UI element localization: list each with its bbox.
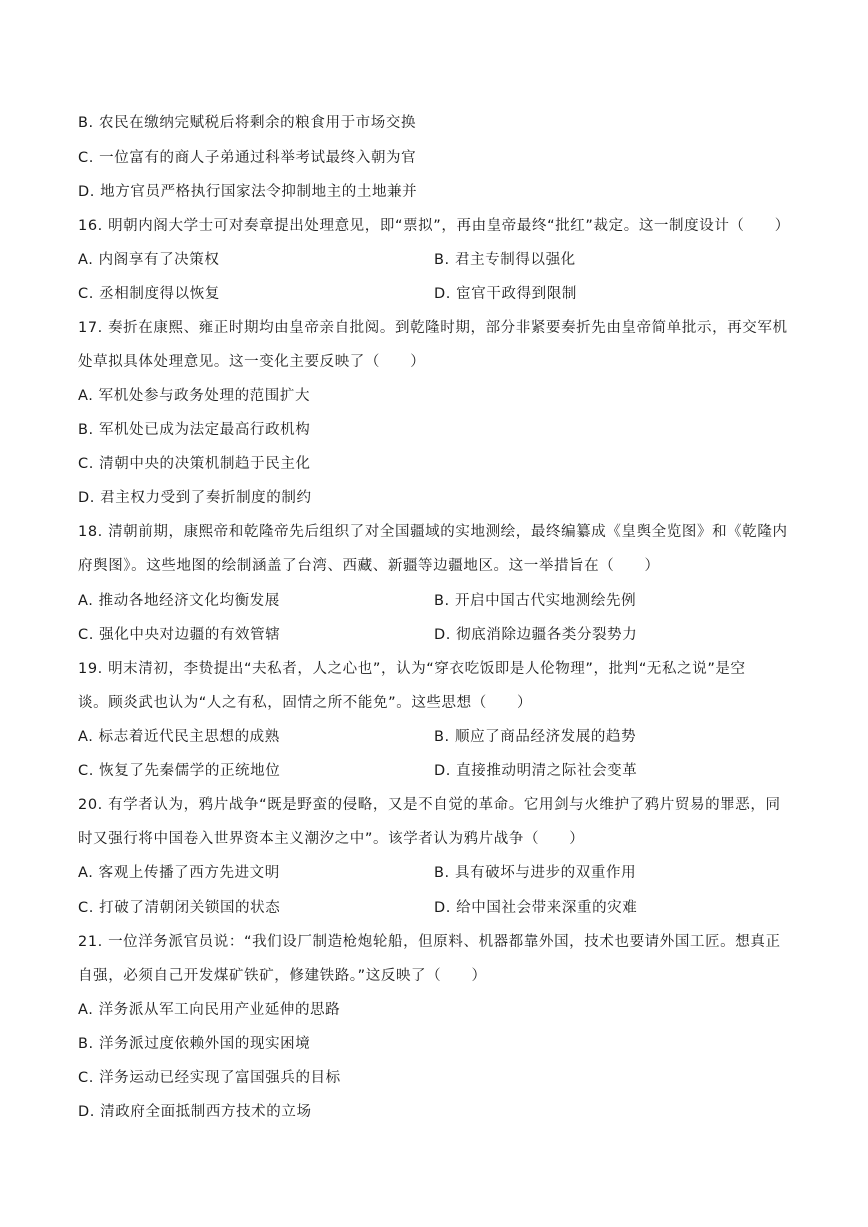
option-d: D. 地方官员严格执行国家法令抑制地主的土地兼并 — [78, 184, 418, 200]
option-d: D. 给中国社会带来深重的灾难 — [434, 900, 638, 916]
question-20-options-row2 — [78, 898, 798, 918]
question-19-stem-line1: 19. 明末清初，李贽提出“夫私者，人之心也”，认为“穿衣吃饭即是人伦物理”，批判“无私之说”是空 — [78, 661, 746, 677]
option-d: D. 清政府全面抵制西方技术的立场 — [78, 1104, 312, 1120]
question-20-stem-line2: 时又强行将中国卷入世界资本主义潮汐之中”。该学者认为鸦片战争（ ） — [78, 831, 585, 847]
question-17-stem-line1: 17. 奏折在康熙、雍正时期均由皇帝亲自批阅。到乾隆时期，部分非紧要奏折先由皇帝简单批示，再交军机 — [78, 320, 788, 336]
question-18-stem-line1: 18. 清朝前期，康熙帝和乾隆帝先后组织了对全国疆域的实地测绘，最终编纂成《皇舆全览图》和《乾隆内 — [78, 524, 788, 540]
option-c: C. 强化中央对边疆的有效管辖 — [78, 627, 281, 643]
option-b: B. 农民在缴纳完赋税后将剩余的粮食用于市场交换 — [78, 115, 417, 131]
option-b: B. 具有破坏与进步的双重作用 — [434, 865, 637, 881]
question-18-options-row2 — [78, 625, 798, 645]
question-21-stem-line1: 21. 一位洋务派官员说：“我们设厂制造枪炮轮船，但原料、机器都靠外国，技术也要请外国工匠。想真正 — [78, 934, 781, 950]
option-c: C. 打破了清朝闭关锁国的状态 — [78, 900, 281, 916]
option-c: C. 一位富有的商人子弟通过科举考试最终入朝为官 — [78, 150, 417, 166]
question-19-options-row2 — [78, 761, 798, 781]
option-a: A. 标志着近代民主思想的成熟 — [78, 729, 280, 745]
option-d: D. 直接推动明清之际社会变革 — [434, 763, 638, 779]
option-d: D. 宦官干政得到限制 — [434, 286, 577, 302]
option-a: A. 推动各地经济文化均衡发展 — [78, 593, 280, 609]
option-a: A. 军机处参与政务处理的范围扩大 — [78, 388, 311, 404]
option-c: C. 恢复了先秦儒学的正统地位 — [78, 763, 281, 779]
option-d: D. 君主权力受到了奏折制度的制约 — [78, 490, 312, 506]
question-16-stem: 16. 明朝内阁大学士可对奏章提出处理意见，即“票拟”，再由皇帝最终“批红”裁定。这一制度设计（ ） — [78, 218, 790, 234]
option-b: B. 顺应了商品经济发展的趋势 — [434, 729, 637, 745]
question-17-stem-line2: 处草拟具体处理意见。这一变化主要反映了（ ） — [78, 354, 426, 370]
question-16-options-row1 — [78, 250, 798, 270]
question-16-options-row2 — [78, 284, 798, 304]
option-a: A. 客观上传播了西方先进文明 — [78, 865, 280, 881]
question-19-stem-line2: 谈。顾炎武也认为“人之有私，固情之所不能免”。这些思想（ ） — [78, 695, 533, 711]
option-c: C. 清朝中央的决策机制趋于民主化 — [78, 456, 311, 472]
option-c: C. 洋务运动已经实现了富国强兵的目标 — [78, 1070, 341, 1086]
option-c: C. 丞相制度得以恢复 — [78, 286, 220, 302]
option-a: A. 内阁享有了决策权 — [78, 252, 220, 268]
option-a: A. 洋务派从军工向民用产业延伸的思路 — [78, 1002, 341, 1018]
question-18-options-row1 — [78, 591, 798, 611]
option-d: D. 彻底消除边疆各类分裂势力 — [434, 627, 638, 643]
option-b: B. 开启中国古代实地测绘先例 — [434, 593, 637, 609]
question-18-stem-line2: 府舆图》。这些地图的绘制涵盖了台湾、西藏、新疆等边疆地区。这一举措旨在（ ） — [78, 558, 660, 574]
option-b: B. 君主专制得以强化 — [434, 252, 576, 268]
question-21-stem-line2: 自强，必须自己开发煤矿铁矿，修建铁路。”这反映了（ ） — [78, 968, 487, 984]
question-19-options-row1 — [78, 727, 798, 747]
option-b: B. 洋务派过度依赖外国的现实困境 — [78, 1036, 311, 1052]
option-b: B. 军机处已成为法定最高行政机构 — [78, 422, 311, 438]
question-20-stem-line1: 20. 有学者认为，鸦片战争“既是野蛮的侵略，又是不自觉的革命。它用剑与火维护了鸦片贸易的罪恶，同 — [78, 797, 781, 813]
question-20-options-row1 — [78, 863, 798, 883]
